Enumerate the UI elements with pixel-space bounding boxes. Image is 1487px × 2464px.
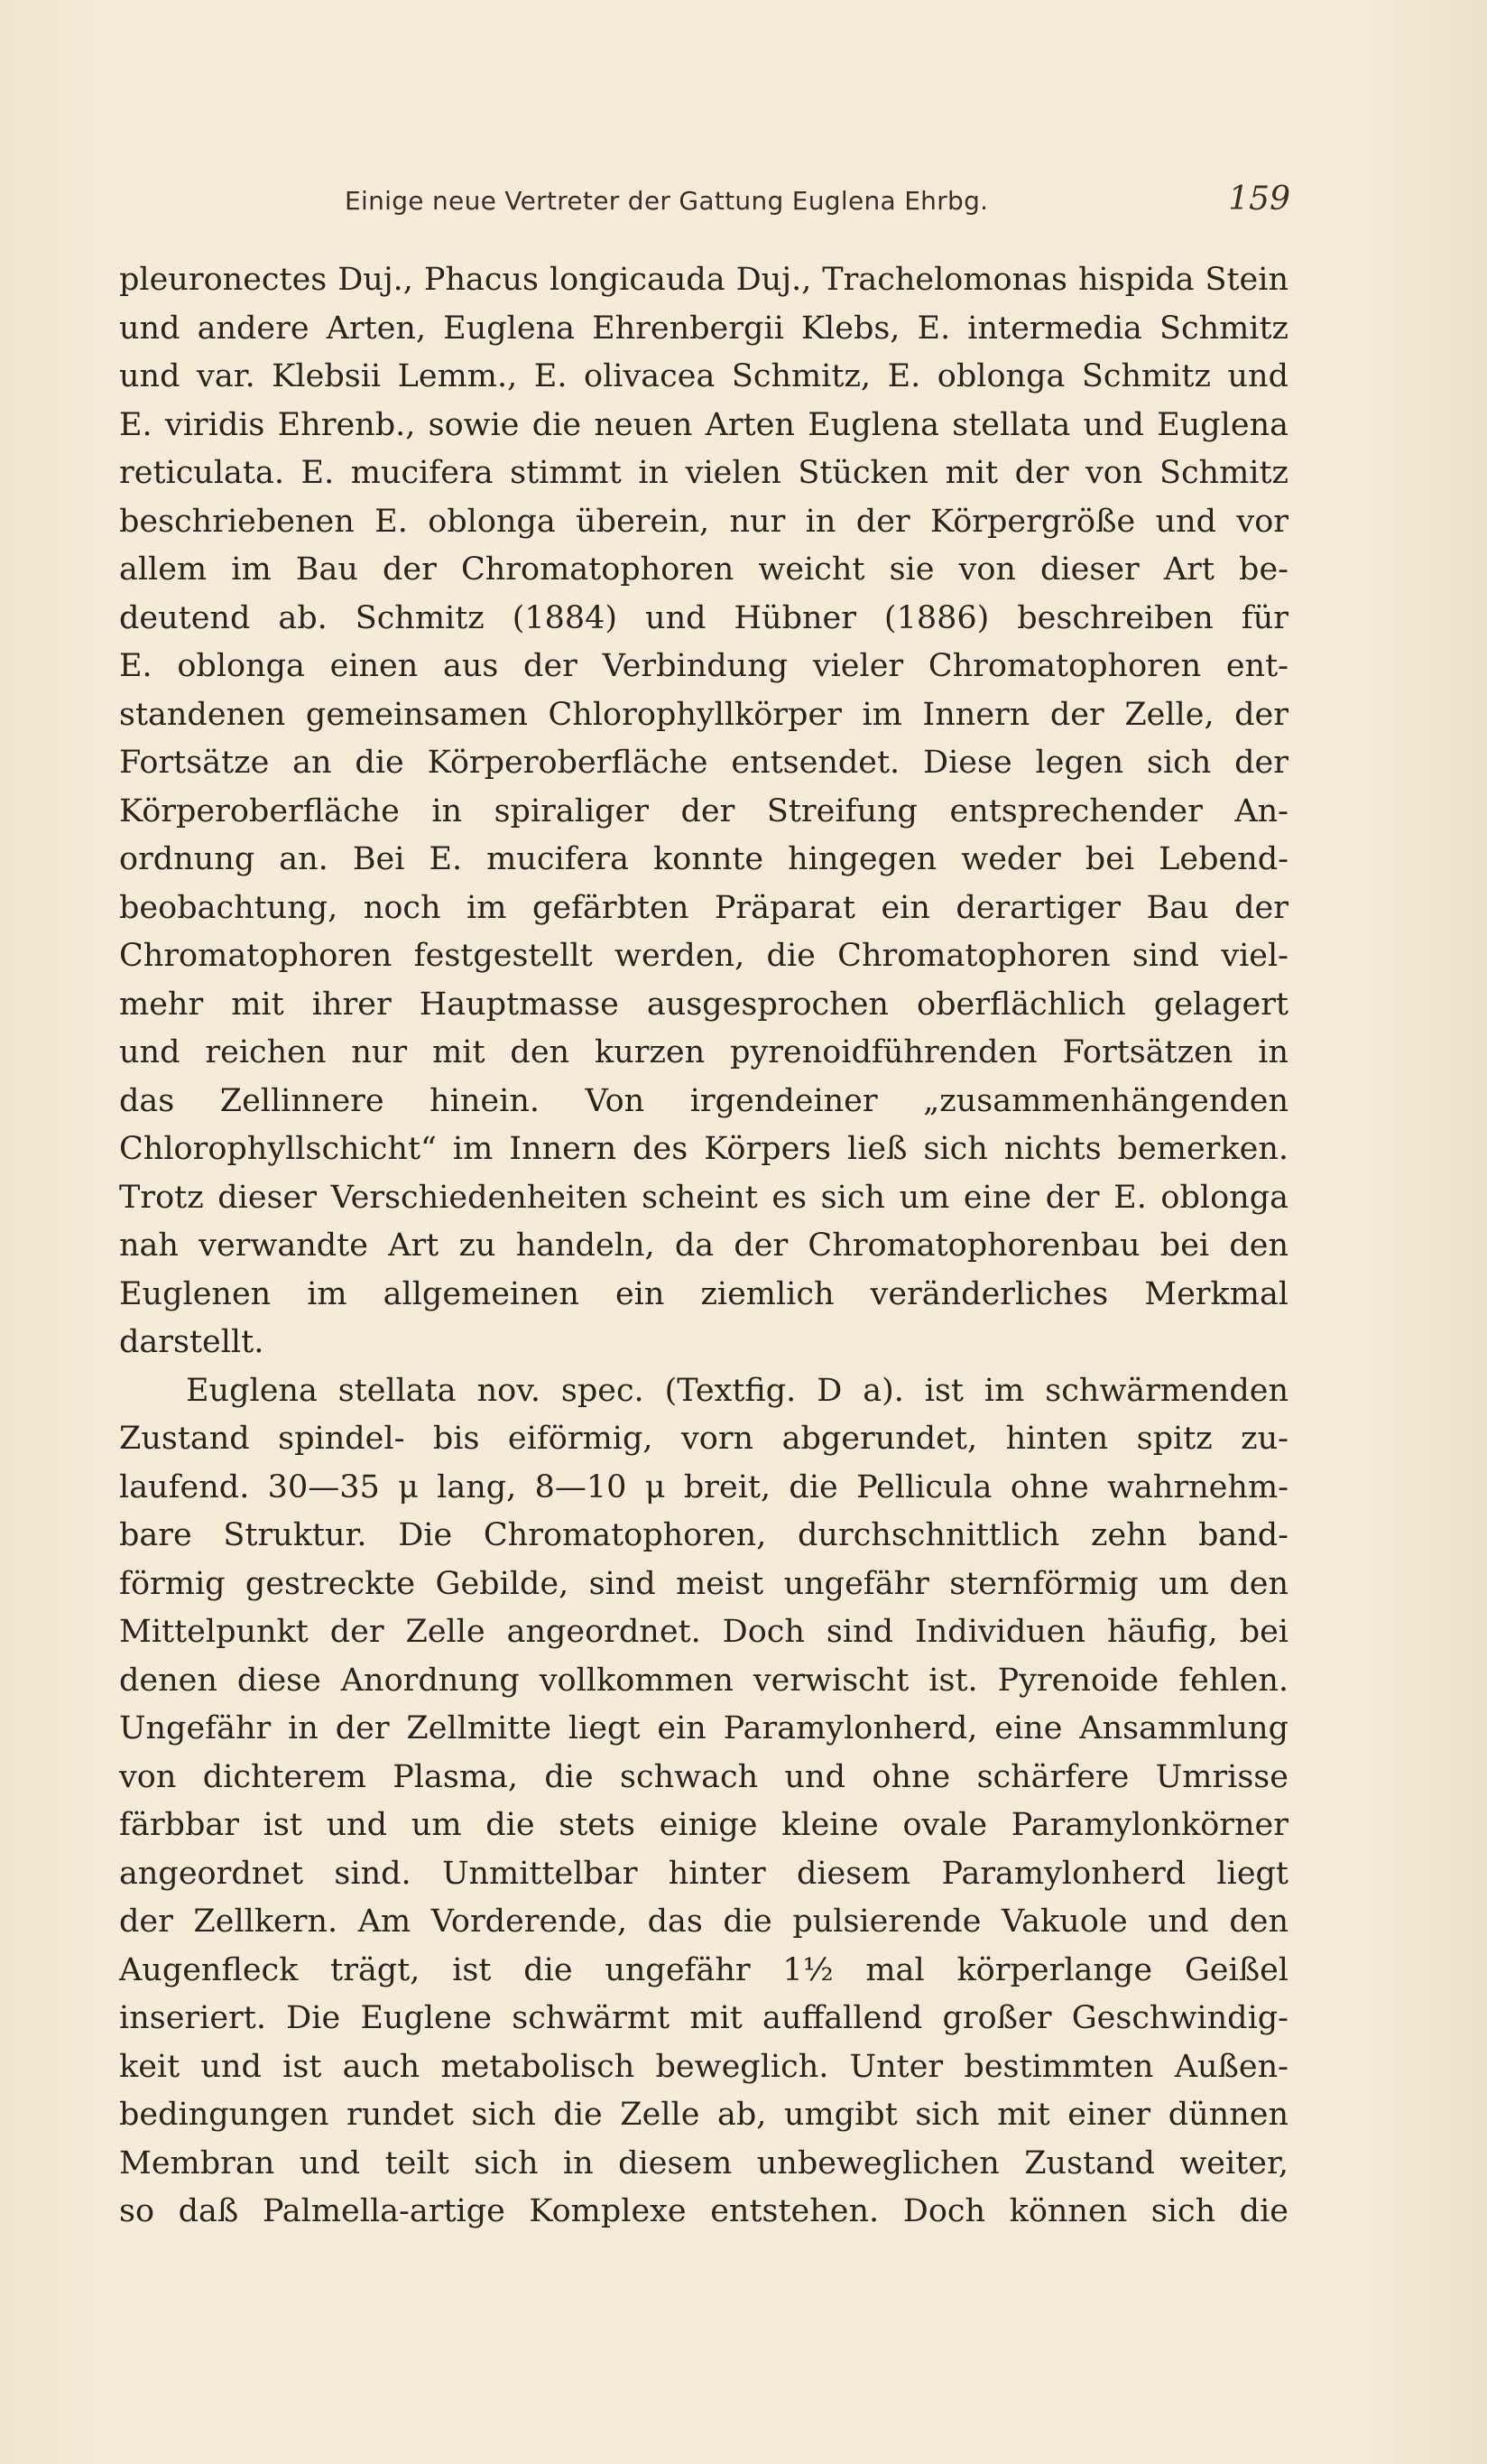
text-line: Chlorophyllschicht“ im Innern des Körpers ließ sich nichts bemerken. [119, 1131, 1288, 1167]
text-line: Euglena stellata nov. spec. (Textfig. D a). ist im schwärmenden [186, 1372, 1288, 1409]
text-line: Mittelpunkt der Zelle angeordnet. Doch sind Individuen häufig, bei [119, 1614, 1288, 1650]
text-line: ordnung an. Bei E. mucifera konnte hingegen weder bei Lebend- [119, 841, 1288, 877]
text-line: Fortsätze an die Körperoberfläche entsendet. Diese legen sich der [119, 745, 1288, 781]
text-line: nah verwandte Art zu handeln, da der Chromatophorenbau bei den [119, 1227, 1288, 1264]
text-line: E. viridis Ehrenb., sowie die neuen Arten Euglena stellata und Euglena [119, 406, 1288, 443]
text-line: Körperoberfläche in spiraliger der Streifung entsprechender An- [119, 792, 1288, 829]
body-text [119, 256, 1288, 2237]
text-line: förmig gestreckte Gebilde, sind meist ungefähr sternförmig um den [119, 1565, 1288, 1602]
text-line: inseriert. Die Euglene schwärmt mit auffallend großer Geschwindig- [119, 2000, 1288, 2036]
text-line: so daß Palmella-artige Komplexe entstehen. Doch können sich die [119, 2193, 1288, 2229]
running-head: Einige neue Vertreter der Gattung Euglena Ehrbg. [345, 186, 989, 216]
page-number: 159 [1228, 181, 1290, 218]
text-line: Euglenen im allgemeinen ein ziemlich veränderliches Merkmal [119, 1275, 1288, 1312]
text-line: beobachtung, noch im gefärbten Präparat ein derartiger Bau der [119, 889, 1288, 926]
text-line: Augenfleck trägt, ist die ungefähr 1½ mal körperlange Geißel [119, 1951, 1288, 1988]
text-line: reticulata. E. mucifera stimmt in vielen Stücken mit der von Schmitz [119, 455, 1288, 491]
text-line: Zustand spindel- bis eiförmig, vorn abgerundet, hinten spitz zu- [119, 1421, 1288, 1457]
text-line: und var. Klebsii Lemm., E. olivacea Schmitz, E. oblonga Schmitz und [119, 358, 1288, 394]
text-line: von dichterem Plasma, die schwach und ohne schärfere Umrisse [119, 1758, 1288, 1795]
text-line: Trotz dieser Verschiedenheiten scheint es sich um eine der E. oblonga [119, 1179, 1288, 1216]
text-line: darstellt. [119, 1324, 264, 1360]
text-line: denen diese Anordnung vollkommen verwischt ist. Pyrenoide fehlen. [119, 1662, 1288, 1699]
text-line: beschriebenen E. oblonga überein, nur in der Körpergröße und vor [119, 503, 1288, 540]
text-line: bare Struktur. Die Chromatophoren, durchschnittlich zehn band- [119, 1517, 1288, 1553]
text-line: Chromatophoren festgestellt werden, die Chromatophoren sind viel- [119, 938, 1288, 974]
text-line: das Zellinnere hinein. Von irgendeiner „zusammenhängenden [119, 1082, 1288, 1119]
text-line: färbbar ist und um die stets einige kleine ovale Paramylonkörner [119, 1807, 1288, 1843]
text-line: standenen gemeinsamen Chlorophyllkörper im Innern der Zelle, der [119, 696, 1288, 733]
text-line: Ungefähr in der Zellmitte liegt ein Paramylonherd, eine Ansammlung [119, 1710, 1288, 1746]
text-line: keit und ist auch metabolisch beweglich. Unter bestimmten Außen- [119, 2048, 1288, 2085]
text-line: deutend ab. Schmitz (1884) und Hübner (1886) beschreiben für [119, 599, 1288, 636]
paragraph-1 [119, 256, 1288, 1367]
text-line: und andere Arten, Euglena Ehrenbergii Klebs, E. intermedia Schmitz [119, 310, 1288, 347]
text-line: pleuronectes Duj., Phacus longicauda Duj., Trachelomonas hispida Stein [119, 262, 1288, 298]
text-line: bedingungen rundet sich die Zelle ab, umgibt sich mit einer dünnen [119, 2097, 1288, 2133]
text-line: Membran und teilt sich in diesem unbeweglichen Zustand weiter, [119, 2144, 1288, 2181]
text-line: mehr mit ihrer Hauptmasse ausgesprochen oberflächlich gelagert [119, 986, 1288, 1023]
text-line: laufend. 30—35 μ lang, 8—10 μ breit, die Pellicula ohne wahrnehm- [119, 1468, 1288, 1505]
paragraph-2 [119, 1367, 1288, 2237]
text-line: allem im Bau der Chromatophoren weicht sie von dieser Art be- [119, 551, 1288, 588]
text-line: E. oblonga einen aus der Verbindung vieler Chromatophoren ent- [119, 648, 1288, 684]
text-line: angeordnet sind. Unmittelbar hinter diesem Paramylonherd liegt [119, 1855, 1288, 1892]
text-line: der Zellkern. Am Vorderende, das die pulsierende Vakuole und den [119, 1904, 1288, 1940]
page-header [117, 181, 1290, 231]
text-line: und reichen nur mit den kurzen pyrenoidführenden Fortsätzen in [119, 1034, 1288, 1070]
